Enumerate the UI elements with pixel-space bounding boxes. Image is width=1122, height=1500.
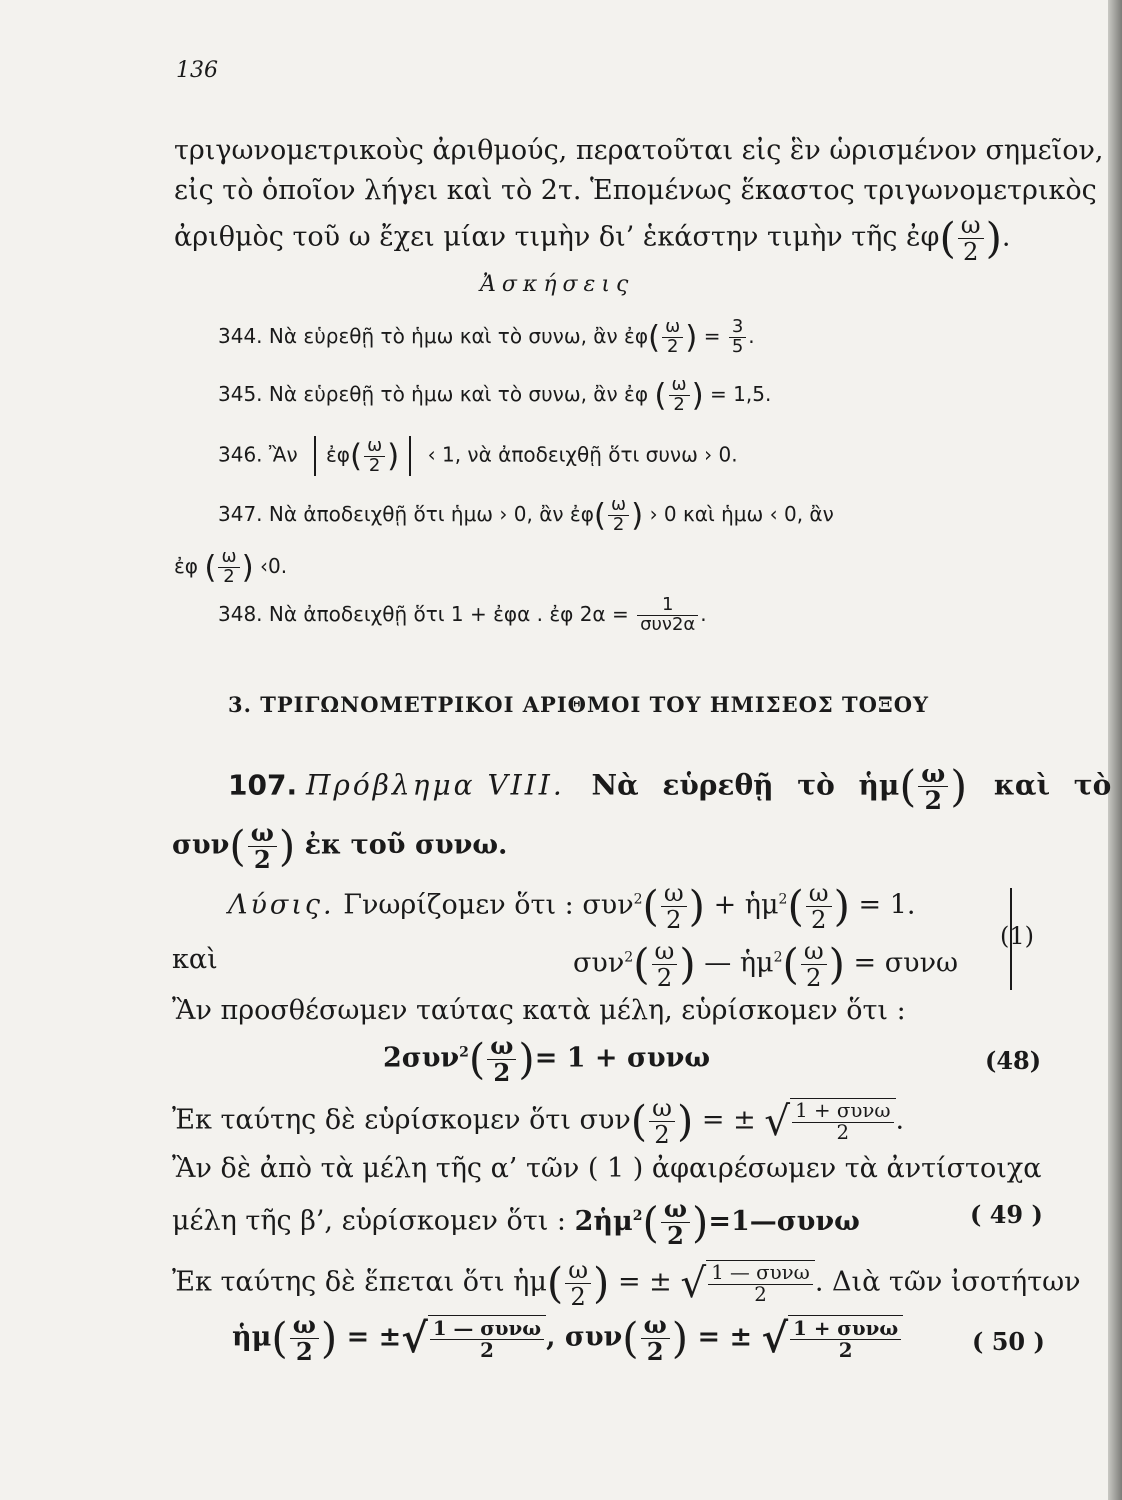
exercise-345: 345. Νὰ εὑρεθῇ τὸ ἡμω καὶ τὸ συνω, ἂν ἐφ ( $\frac{\omega}{2}$ ) = 1,5. xyxy=(218,374,772,415)
eq-pair-number: (1) xyxy=(1000,922,1034,950)
solution-and: καὶ xyxy=(172,944,218,975)
exercise-347-condition: › 0 καὶ ἡμω ‹ 0, ἂν xyxy=(649,501,834,526)
via-text: . Διὰ τῶν ἰσοτήτων xyxy=(814,1266,1081,1298)
problem-text-4: ἐκ τοῦ συνω. xyxy=(304,829,508,861)
solution-eq-2: συν$^2$( $\frac{\omega}{2}$ ) — ἡμ$^2$( $\frac{\omega}{2}$ ) = συνω xyxy=(573,936,959,992)
intro-line-3-text: ἀριθμὸς τοῦ ω ἔχει μίαν τιμὴν δι’ ἑκάστην τιμὴν τῆς ἐφ xyxy=(174,221,940,253)
equation-50: ἡμ( $\frac{\omega}{2}$ ) = ±√ $\frac{\text{1 — συνω}}{2}$ , συν( $\frac{\omega}{2}$ ) = ± √ $\frac{\text{1 + συνω}}{2}$ xyxy=(232,1312,903,1364)
intro-line-1: τριγωνομετρικοὺς ἀριθμούς, περατοῦται εἰς ἓν ὡρισμένον σημεῖον, xyxy=(174,135,1104,166)
eq49-rhs: =1—συνω xyxy=(708,1205,860,1237)
section-heading: 3. ΤΡΙΓΩΝΟΜΕΤΡΙΚΟΙ ΑΡΙΘΜΟΙ ΤΟΥ ΗΜΙΣΕΟΣ ΤΟΞΟΥ xyxy=(228,692,930,717)
exercise-345-text: 345. Νὰ εὑρεθῇ τὸ ἡμω καὶ τὸ συνω, ἂν ἐφ xyxy=(218,381,649,406)
exercises-heading: Ἀσκήσεις xyxy=(480,272,635,297)
exercise-347-continued: ἐφ ( $\frac{\omega}{2}$ ) ‹0. xyxy=(174,546,288,587)
solution-adding: Ἂν προσθέσωμεν ταύτας κατὰ μέλη, εὑρίσκομεν ὅτι : xyxy=(172,995,906,1026)
problem-text-3: συν xyxy=(172,829,230,861)
solution-eq-1: Λύσις. Γνωρίζομεν ὅτι : συν$^2$( $\frac{\omega}{2}$ ) + ἡμ$^2$( $\frac{\omega}{2}$ ) = 1. xyxy=(228,878,916,934)
subtract-line-1: Ἂν δὲ ἀπὸ τὰ μέλη τῆς α’ τῶν ( 1 ) ἀφαιρέσωμεν τὰ ἀντίστοιχα xyxy=(172,1153,1042,1184)
exercise-346-label: 346. Ἂν xyxy=(218,442,298,467)
eq50-number: ( 50 ) xyxy=(972,1327,1045,1356)
exercise-344-text: 344. Νὰ εὑρεθῇ τὸ ἡμω καὶ τὸ συνω, ἂν ἐφ xyxy=(218,323,649,348)
from-this-text: Ἐκ ταύτης δὲ εὑρίσκομεν ὅτι συν xyxy=(172,1104,631,1136)
page-edge-shadow xyxy=(1108,0,1122,1500)
sqrt-plus: √ $\frac{\text{1 + συνω}}{2}$ xyxy=(764,1097,895,1145)
problem-label: Πρόβλημα VIII. xyxy=(306,768,565,802)
exercise-347: 347. Νὰ ἀποδειχθῇ ὅτι ἡμω › 0, ἂν ἐφ( $\frac{\omega}{2}$ ) › 0 καὶ ἡμω ‹ 0, ἂν xyxy=(218,494,834,535)
fraction-1-over-cos2a: $\frac{1}{\text{συν2α}}$ xyxy=(637,596,698,635)
problem-107-line-1: 107. Πρόβλημα VIII. Νὰ εὑρεθῇ τὸ ἡμ( $\frac{\omega}{2}$ ) καὶ τὸ xyxy=(228,758,1112,816)
eq48-lhs: 2συν xyxy=(383,1042,460,1074)
subtract-line-2: μέλη τῆς β’, εὑρίσκομεν ὅτι : 2ἡμ$^2$( $\frac{\omega}{2}$ )=1—συνω xyxy=(172,1194,860,1250)
equation-48: 2συν$^2$( $\frac{\omega}{2}$ )= 1 + συνω xyxy=(383,1031,711,1087)
solution-label: Λύσις. xyxy=(228,889,335,921)
abs-bar-left xyxy=(314,436,316,476)
intro-line-3: ἀριθμὸς τοῦ ω ἔχει μίαν τιμὴν δι’ ἑκάστην τιμὴν τῆς ἐφ( $\frac{\omega}{2}$ ). xyxy=(174,210,1011,266)
exercise-348-text: 348. Νὰ ἀποδειχθῇ ὅτι 1 + ἐφα . ἐφ 2α = xyxy=(218,601,629,626)
exercise-348: 348. Νὰ ἀποδειχθῇ ὅτι 1 + ἐφα . ἐφ 2α = $\frac{1}{\text{συν2α}}$ . xyxy=(218,594,707,635)
sin-half-formula: Ἐκ ταύτης δὲ ἕπεται ὅτι ἡμ( $\frac{\omega}{2}$ ) = ± √ $\frac{\text{1 — συνω}}{2}$ . Διὰ τῶν ἰσοτήτων xyxy=(172,1255,1081,1311)
fraction-omega-half: $\frac{\omega}{2}$ xyxy=(958,212,984,264)
problem-107-line-2: συν( $\frac{\omega}{2}$ ) ἐκ τοῦ συνω. xyxy=(172,818,508,874)
eq49-number: ( 49 ) xyxy=(970,1200,1043,1229)
cos-half-formula: Ἐκ ταύτης δὲ εὑρίσκομεν ὅτι συν( $\frac{\omega}{2}$ ) = ± √ $\frac{\text{1 + συνω}}{2}$ . xyxy=(172,1093,905,1149)
exercise-344: 344. Νὰ εὑρεθῇ τὸ ἡμω καὶ τὸ συνω, ἂν ἐφ( $\frac{\omega}{2}$ ) = $\frac{3}{5}$ . xyxy=(218,316,755,357)
follows-text: Ἐκ ταύτης δὲ ἕπεται ὅτι ἡμ xyxy=(172,1266,547,1298)
eq1-rhs: = 1. xyxy=(858,889,916,921)
exercise-346-condition: ‹ 1, νὰ ἀποδειχθῇ ὅτι συνω › 0. xyxy=(427,442,738,467)
eq48-number: (48) xyxy=(985,1046,1042,1075)
eq49-lhs: 2ἡμ xyxy=(574,1205,633,1237)
eq48-rhs: = 1 + συνω xyxy=(534,1042,711,1074)
exercise-345-value: = 1,5. xyxy=(710,381,772,406)
exercise-346: 346. Ἂν ἐφ( $\frac{\omega}{2}$ ) ‹ 1, νὰ ἀποδειχθῇ ὅτι συνω › 0. xyxy=(218,434,738,476)
fraction-3-5: $\frac{3}{5}$ xyxy=(729,318,746,357)
problem-text-2: καὶ τὸ xyxy=(993,768,1112,802)
eq2-rhs: = συνω xyxy=(853,947,959,979)
problem-text-1: Νὰ εὑρεθῇ τὸ ἡμ xyxy=(591,768,900,802)
exercise-347-end: ‹0. xyxy=(260,553,288,578)
solution-intro: Γνωρίζομεν ὅτι : xyxy=(343,889,574,921)
subtract-2-text: μέλη τῆς β’, εὑρίσκομεν ὅτι : xyxy=(172,1205,566,1237)
abs-bar-right xyxy=(409,436,411,476)
problem-number: 107. xyxy=(228,768,298,802)
intro-line-2: εἰς τὸ ὁποῖον λήγει καὶ τὸ 2τ. Ἑπομένως ἕκαστος τριγωνομετρικὸς xyxy=(174,175,1097,206)
page-number: 136 xyxy=(176,58,218,83)
sqrt-minus: √ $\frac{\text{1 — συνω}}{2}$ xyxy=(680,1259,814,1307)
exercise-347-text: 347. Νὰ ἀποδειχθῇ ὅτι ἡμω › 0, ἂν ἐφ xyxy=(218,501,594,526)
